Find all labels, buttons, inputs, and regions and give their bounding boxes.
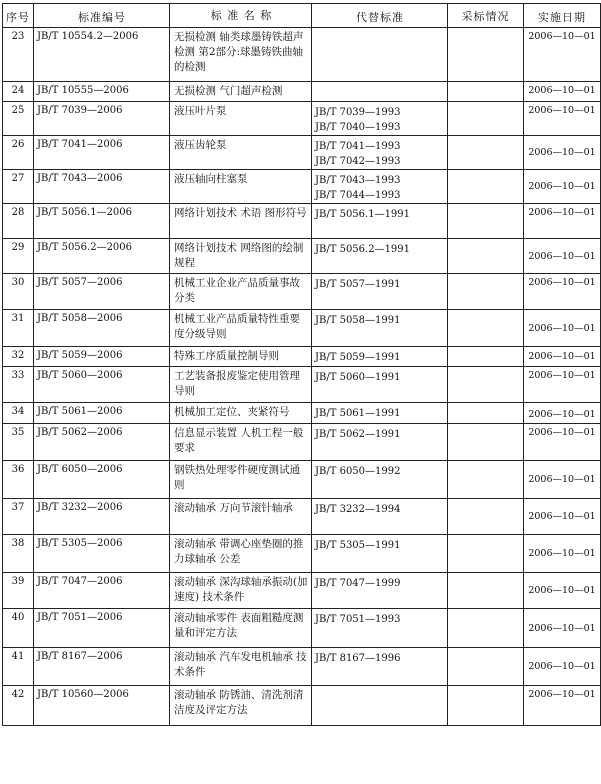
implementation-date: 2006—10—01 <box>524 204 601 239</box>
replaced-standard: JB/T 5059—1991 <box>315 352 401 363</box>
table-row <box>3 573 601 609</box>
standard-code: JB/T 5056.1—2006 <box>34 204 170 239</box>
implementation-date: 2006—10—01 <box>524 367 601 403</box>
standard-name: 液压叶片泵 <box>170 102 312 136</box>
implementation-date: 2006—10—01 <box>524 461 601 499</box>
standard-name: 滚动轴承 汽车发电机轴承 技术条件 <box>170 648 312 686</box>
replaced-standard: JB/T 5056.2—1991 <box>315 244 411 255</box>
replaced-standard: JB/T 7040—1993 <box>315 122 401 133</box>
standard-code: JB/T 5061—2006 <box>34 403 170 424</box>
implementation-date: 2006—10—01 <box>524 170 601 204</box>
standard-code: JB/T 7047—2006 <box>34 573 170 609</box>
replaced-standard: JB/T 5058—1991 <box>315 315 401 326</box>
replaced-standard: JB/T 7051—1993 <box>315 614 401 625</box>
row-number: 40 <box>3 609 34 648</box>
replaced-standards <box>312 535 448 573</box>
replaced-standard: JB/T 6050—1992 <box>315 466 401 477</box>
adoption-status <box>448 28 524 82</box>
replaced-standard: JB/T 5061—1991 <box>315 408 401 419</box>
standard-name: 网络计划技术 术语 图形符号 <box>170 204 312 239</box>
table-row <box>3 204 601 239</box>
standard-code: JB/T 5056.2—2006 <box>34 239 170 274</box>
row-number: 23 <box>3 28 34 82</box>
replaced-standards <box>312 239 448 274</box>
row-number: 31 <box>3 310 34 347</box>
implementation-date: 2006—10—01 <box>524 686 601 726</box>
standard-name: 滚动轴承 万向节滚针轴承 <box>170 499 312 535</box>
replaced-standards <box>312 204 448 239</box>
replaced-standards <box>312 573 448 609</box>
adoption-status <box>448 609 524 648</box>
header-no: 序号 <box>3 4 34 28</box>
replaced-standard: JB/T 7047—1999 <box>315 578 401 589</box>
adoption-status <box>448 136 524 170</box>
implementation-date: 2006—10—01 <box>524 499 601 535</box>
standard-name: 滚动轴承零件 表面粗糙度测量和评定方法 <box>170 609 312 648</box>
header-name: 标 准 名 称 <box>170 4 312 28</box>
row-number: 35 <box>3 424 34 461</box>
standard-code: JB/T 10560—2006 <box>34 686 170 726</box>
replaced-standard: JB/T 3232—1994 <box>315 504 401 515</box>
replaced-standard: JB/T 5056.1—1991 <box>315 209 411 220</box>
row-number: 39 <box>3 573 34 609</box>
row-number: 29 <box>3 239 34 274</box>
implementation-date: 2006—10—01 <box>524 347 601 367</box>
implementation-date: 2006—10—01 <box>524 274 601 310</box>
replaced-standards <box>312 648 448 686</box>
table-row <box>3 28 601 82</box>
replaced-standards <box>312 499 448 535</box>
implementation-date: 2006—10—01 <box>524 535 601 573</box>
replaced-standard: JB/T 7041—1993 <box>315 141 401 152</box>
table-header-row <box>3 4 601 28</box>
standard-name: 特殊工序质量控制导则 <box>170 347 312 367</box>
adoption-status <box>448 82 524 102</box>
row-number: 32 <box>3 347 34 367</box>
standard-name: 无损检测 轴类球墨铸铁超声检测 第2部分:球墨铸铁曲轴的检测 <box>170 28 312 82</box>
standards-table <box>2 3 601 726</box>
replaced-standards <box>312 424 448 461</box>
adoption-status <box>448 170 524 204</box>
table-row <box>3 461 601 499</box>
adoption-status <box>448 424 524 461</box>
adoption-status <box>448 403 524 424</box>
adoption-status <box>448 274 524 310</box>
row-number: 37 <box>3 499 34 535</box>
adoption-status <box>448 461 524 499</box>
standard-code: JB/T 7043—2006 <box>34 170 170 204</box>
table-row <box>3 136 601 170</box>
table-row <box>3 499 601 535</box>
standard-code: JB/T 5059—2006 <box>34 347 170 367</box>
header-date: 实施日期 <box>524 4 601 28</box>
adoption-status <box>448 535 524 573</box>
replaced-standards <box>312 609 448 648</box>
table-row <box>3 686 601 726</box>
implementation-date: 2006—10—01 <box>524 648 601 686</box>
implementation-date: 2006—10—01 <box>524 28 601 82</box>
adoption-status <box>448 367 524 403</box>
implementation-date: 2006—10—01 <box>524 573 601 609</box>
table-row <box>3 347 601 367</box>
adoption-status <box>448 573 524 609</box>
table-row <box>3 274 601 310</box>
standard-code: JB/T 5057—2006 <box>34 274 170 310</box>
table-row <box>3 648 601 686</box>
replaced-standard: JB/T 5062—1991 <box>315 429 401 440</box>
standard-name: 机械工业产品质量特性重要度分级导则 <box>170 310 312 347</box>
implementation-date: 2006—10—01 <box>524 82 601 102</box>
header-replaced: 代替标准 <box>312 4 448 28</box>
standard-code: JB/T 3232—2006 <box>34 499 170 535</box>
implementation-date: 2006—10—01 <box>524 102 601 136</box>
row-number: 36 <box>3 461 34 499</box>
row-number: 33 <box>3 367 34 403</box>
table-row <box>3 310 601 347</box>
replaced-standards <box>312 367 448 403</box>
standard-name: 机械加工定位、夹紧符号 <box>170 403 312 424</box>
implementation-date: 2006—10—01 <box>524 310 601 347</box>
table-row <box>3 535 601 573</box>
replaced-standards <box>312 274 448 310</box>
replaced-standard: JB/T 5060—1991 <box>315 372 401 383</box>
adoption-status <box>448 239 524 274</box>
replaced-standards <box>312 102 448 136</box>
standard-name: 液压轴向柱塞泵 <box>170 170 312 204</box>
standard-code: JB/T 7041—2006 <box>34 136 170 170</box>
standard-code: JB/T 8167—2006 <box>34 648 170 686</box>
replaced-standard: JB/T 5057—1991 <box>315 279 401 290</box>
standard-code: JB/T 7039—2006 <box>34 102 170 136</box>
standard-code: JB/T 5058—2006 <box>34 310 170 347</box>
implementation-date: 2006—10—01 <box>524 424 601 461</box>
row-number: 30 <box>3 274 34 310</box>
replaced-standards <box>312 170 448 204</box>
implementation-date: 2006—10—01 <box>524 609 601 648</box>
adoption-status <box>448 347 524 367</box>
standard-name: 滚动轴承 带调心座垫圈的推力球轴承 公差 <box>170 535 312 573</box>
table-body <box>3 28 601 726</box>
row-number: 27 <box>3 170 34 204</box>
header-adopted: 采标情况 <box>448 4 524 28</box>
implementation-date: 2006—10—01 <box>524 239 601 274</box>
row-number: 42 <box>3 686 34 726</box>
replaced-standards <box>312 686 448 726</box>
standard-code: JB/T 10555—2006 <box>34 82 170 102</box>
replaced-standard: JB/T 7039—1993 <box>315 107 401 118</box>
implementation-date: 2006—10—01 <box>524 136 601 170</box>
replaced-standard: JB/T 7044—1993 <box>315 190 401 201</box>
replaced-standard: JB/T 8167—1996 <box>315 653 401 664</box>
table-row <box>3 367 601 403</box>
replaced-standards <box>312 403 448 424</box>
standard-code: JB/T 5062—2006 <box>34 424 170 461</box>
standard-code: JB/T 5305—2006 <box>34 535 170 573</box>
replaced-standards <box>312 28 448 82</box>
standard-name: 网络计划技术 网络图的绘制规程 <box>170 239 312 274</box>
table-row <box>3 102 601 136</box>
replaced-standards <box>312 310 448 347</box>
standard-code: JB/T 6050—2006 <box>34 461 170 499</box>
standard-name: 滚动轴承 防锈油、清洗剂清洁度及评定方法 <box>170 686 312 726</box>
standard-name: 液压齿轮泵 <box>170 136 312 170</box>
standard-code: JB/T 7051—2006 <box>34 609 170 648</box>
table-row <box>3 424 601 461</box>
replaced-standards <box>312 136 448 170</box>
replaced-standards <box>312 461 448 499</box>
table-row <box>3 609 601 648</box>
adoption-status <box>448 102 524 136</box>
header-code: 标准编号 <box>34 4 170 28</box>
row-number: 41 <box>3 648 34 686</box>
standard-code: JB/T 5060—2006 <box>34 367 170 403</box>
row-number: 24 <box>3 82 34 102</box>
row-number: 28 <box>3 204 34 239</box>
row-number: 26 <box>3 136 34 170</box>
table-row <box>3 82 601 102</box>
standard-name: 工艺装备报废鉴定使用管理导则 <box>170 367 312 403</box>
table-row <box>3 239 601 274</box>
row-number: 25 <box>3 102 34 136</box>
replaced-standards <box>312 82 448 102</box>
implementation-date: 2006—10—01 <box>524 403 601 424</box>
replaced-standard: JB/T 5305—1991 <box>315 540 401 551</box>
table-row <box>3 403 601 424</box>
standard-name: 信息显示装置 人机工程一般要求 <box>170 424 312 461</box>
row-number: 34 <box>3 403 34 424</box>
table-row <box>3 170 601 204</box>
row-number: 38 <box>3 535 34 573</box>
standard-name: 无损检测 气门超声检测 <box>170 82 312 102</box>
replaced-standard: JB/T 7042—1993 <box>315 156 401 167</box>
standard-name: 滚动轴承 深沟球轴承振动(加速度) 技术条件 <box>170 573 312 609</box>
standard-code: JB/T 10554.2—2006 <box>34 28 170 82</box>
adoption-status <box>448 310 524 347</box>
adoption-status <box>448 204 524 239</box>
standard-name: 钢铁热处理零件硬度测试通则 <box>170 461 312 499</box>
adoption-status <box>448 499 524 535</box>
replaced-standard: JB/T 7043—1993 <box>315 175 401 186</box>
replaced-standards <box>312 347 448 367</box>
adoption-status <box>448 648 524 686</box>
standard-name: 机械工业企业产品质量事故分类 <box>170 274 312 310</box>
adoption-status <box>448 686 524 726</box>
